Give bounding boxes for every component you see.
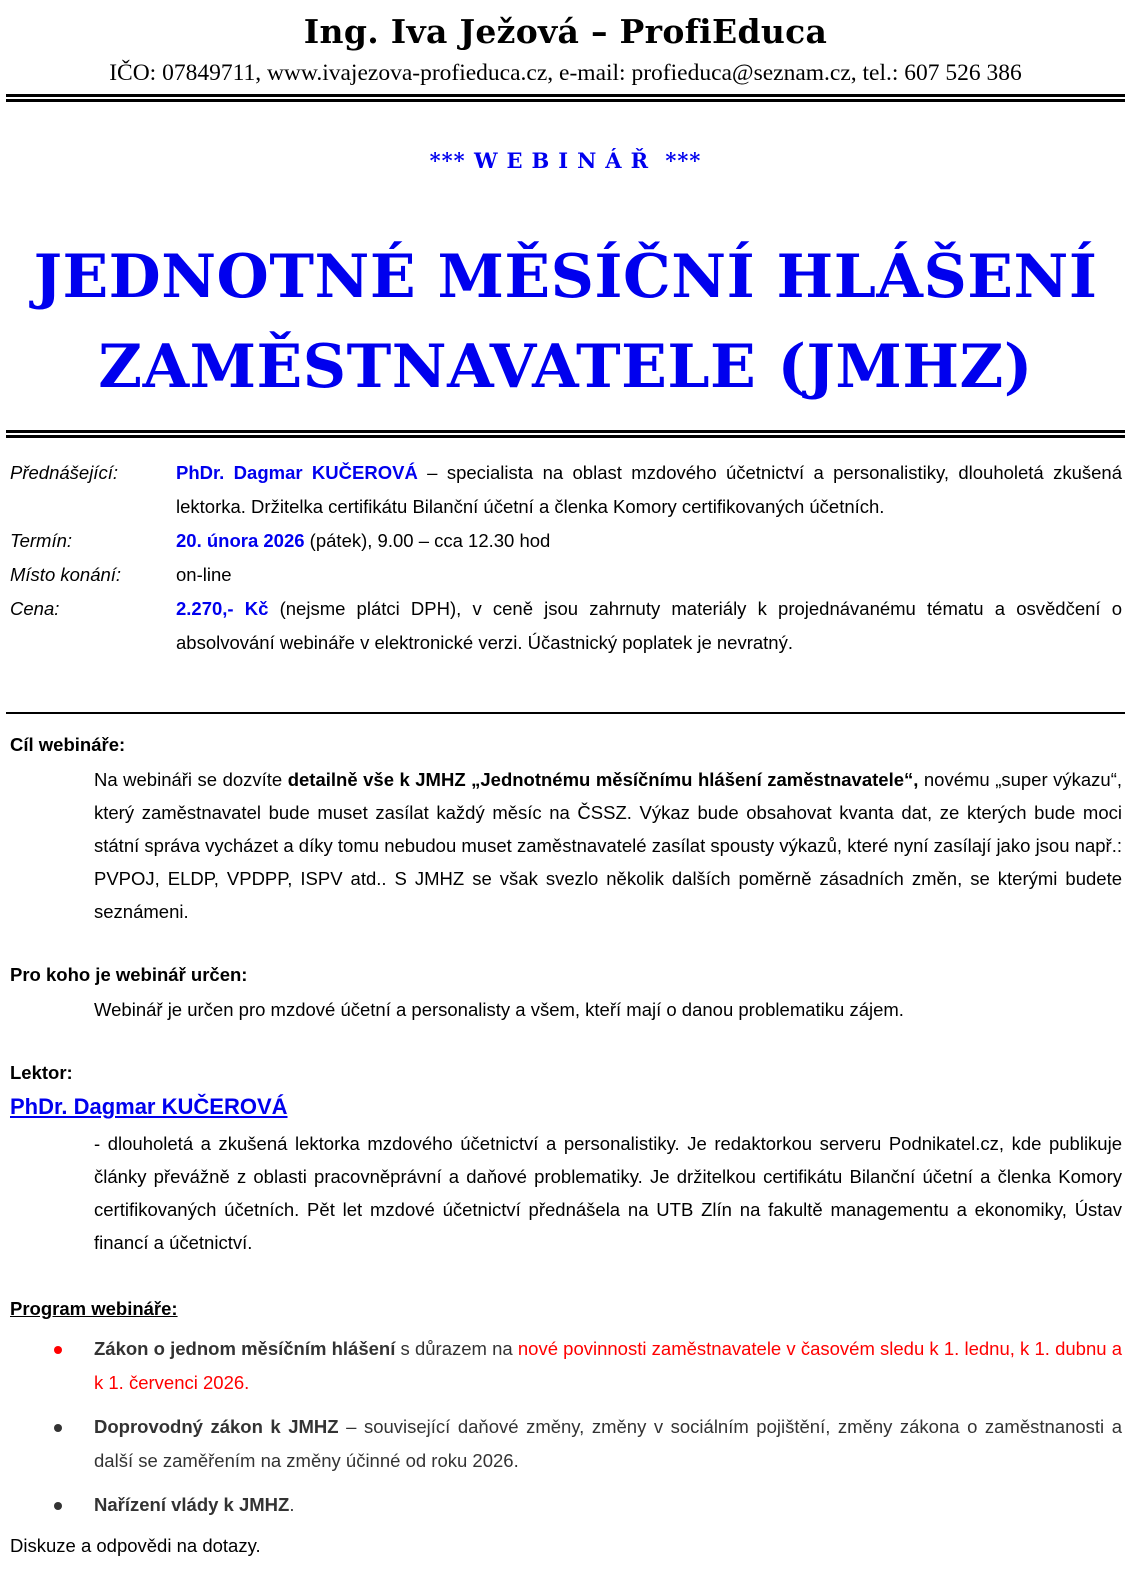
program-heading: Program webináře: <box>10 1298 178 1319</box>
bullet-icon <box>10 1410 94 1478</box>
webinar-word: WEBINÁŘ <box>473 148 658 173</box>
info-value <box>176 524 1122 558</box>
bullet-text <box>94 1488 1122 1522</box>
goal-body: novému „super výkazu“, který zaměstnavatel bude muset zasílat každý měsíc na ČSSZ. Výkaz bude obsahovat kvanta dat, ze kterých bude moci státní správa vycházet a díky tomu nebudou muset zaměstnavatelé zasílat spousty výkazů, které nyní zasílají jako jsou např.: PVPOJ, ELDP, VPDPP, ISPV atd.. S JMHZ se však svezlo několik dalších poměrně zásadních změn, se kterými budete seznámeni. <box>94 769 1123 922</box>
company-contact: IČO: 07849711, www.ivajezova-profieduca.cz, e-mail: profieduca@seznam.cz, tel.: 607 526 386 <box>109 60 1022 86</box>
program-section <box>10 1292 1122 1325</box>
goal-bold: detailně vše k JMHZ „Jednotnému měsíčnímu hlášení zaměstnavatele“, <box>287 769 919 790</box>
header-divider <box>6 94 1125 102</box>
lector-name-link[interactable]: PhDr. Dagmar KUČEROVÁ <box>10 1094 288 1119</box>
info-label: Místo konání: <box>10 564 122 585</box>
closing-text: Diskuze a odpovědi na dotazy. <box>10 1535 261 1556</box>
date-value: 20. února 2026 <box>176 530 305 551</box>
item-text: – související daňové změny, změny v sociálním pojištění, změny zákona o zaměstnanosti a další se zaměřením na změny účinné od roku 2026. <box>94 1416 1122 1471</box>
item-bold: Zákon o jednom měsíčním hlášení <box>94 1338 396 1359</box>
item-red: nové povinnosti zaměstnavatele v časovém sledu k 1. lednu, k 1. dubnu a k 1. červenci 2026. <box>94 1338 1122 1393</box>
main-title-line2: ZAMĚSTNAVATELE (JMHZ) <box>98 332 1033 402</box>
webinar-tag <box>6 148 1125 173</box>
main-title-line1: JEDNOTNÉ MĚSÍČNÍ HLÁŠENÍ <box>33 242 1098 312</box>
main-title <box>6 232 1125 412</box>
price-desc: (nejsme plátci DPH), v ceně jsou zahrnuty materiály k projednávanému tématu a osvědčení o absolvování webináře v elektronické verzi. Účastnický poplatek je nevratný. <box>176 598 1122 653</box>
lecturer-desc: – specialista na oblast mzdového účetnictví a personalistiky, dlouholetá zkušená lektorka. Držitelka certifikátu Bilanční účetní a členka Komory certifikovaných účetních. <box>176 462 1122 517</box>
info-label: Termín: <box>10 530 73 551</box>
item-text: s důrazem na <box>395 1338 518 1359</box>
goal-intro: Na webináři se dozvíte <box>94 769 288 790</box>
bullet-text <box>94 1332 1122 1400</box>
date-desc: (pátek), 9.00 – cca 12.30 hod <box>304 530 551 551</box>
item-text: . <box>289 1494 295 1515</box>
goal-section <box>10 728 1122 928</box>
info-value <box>176 592 1122 660</box>
info-price <box>10 592 1122 660</box>
lector-text: - dlouholetá a zkušená lektorka mzdového účetnictví a personalistiky. Je redaktorkou serveru Podnikatel.cz, kde publikuje články převážně z oblasti pracovněprávní a daňové problematiky. Je držitelkou certifikátu Bilanční účetní a členka Komory certifikovaných účetních. Pět let mzdové účetnictví přednášela na UTB Zlín na fakultě managementu a ekonomiky, Ústav financí a účetnictví. <box>94 1133 1122 1253</box>
info-lecturer <box>10 456 1122 524</box>
bullet-icon <box>10 1488 94 1522</box>
title-divider <box>6 430 1125 438</box>
goal-text <box>94 763 1122 928</box>
bullet-text <box>94 1410 1122 1478</box>
stars-right: *** <box>665 148 702 173</box>
info-label: Cena: <box>10 598 60 619</box>
price-value: 2.270,- Kč <box>176 598 269 619</box>
audience-heading: Pro koho je webinář určen: <box>10 964 248 985</box>
info-value <box>176 456 1122 524</box>
info-date <box>10 524 1122 558</box>
stars-left: *** <box>429 148 466 173</box>
list-item <box>10 1488 1122 1522</box>
company-name: Ing. Iva Ježová – ProfiEduca <box>303 12 828 51</box>
audience-section <box>10 958 1122 1026</box>
item-bold: Nařízení vlády k JMHZ <box>94 1494 290 1515</box>
bullet-icon <box>10 1332 94 1400</box>
lector-heading: Lektor: <box>10 1062 73 1083</box>
goal-heading: Cíl webináře: <box>10 734 126 755</box>
info-divider <box>6 712 1125 714</box>
audience-text: Webinář je určen pro mzdové účetní a personalisty a všem, kteří mají o danou problematiku zájem. <box>94 999 904 1020</box>
lecturer-name: PhDr. Dagmar KUČEROVÁ <box>176 462 418 483</box>
info-place <box>10 558 1122 592</box>
event-info <box>10 456 1122 660</box>
place-value: on-line <box>176 564 232 585</box>
lector-section <box>10 1056 1122 1259</box>
item-bold: Doprovodný zákon k JMHZ <box>94 1416 339 1437</box>
program-list <box>10 1332 1122 1532</box>
list-item <box>10 1332 1122 1400</box>
info-label: Přednášející: <box>10 462 118 483</box>
list-item <box>10 1410 1122 1478</box>
